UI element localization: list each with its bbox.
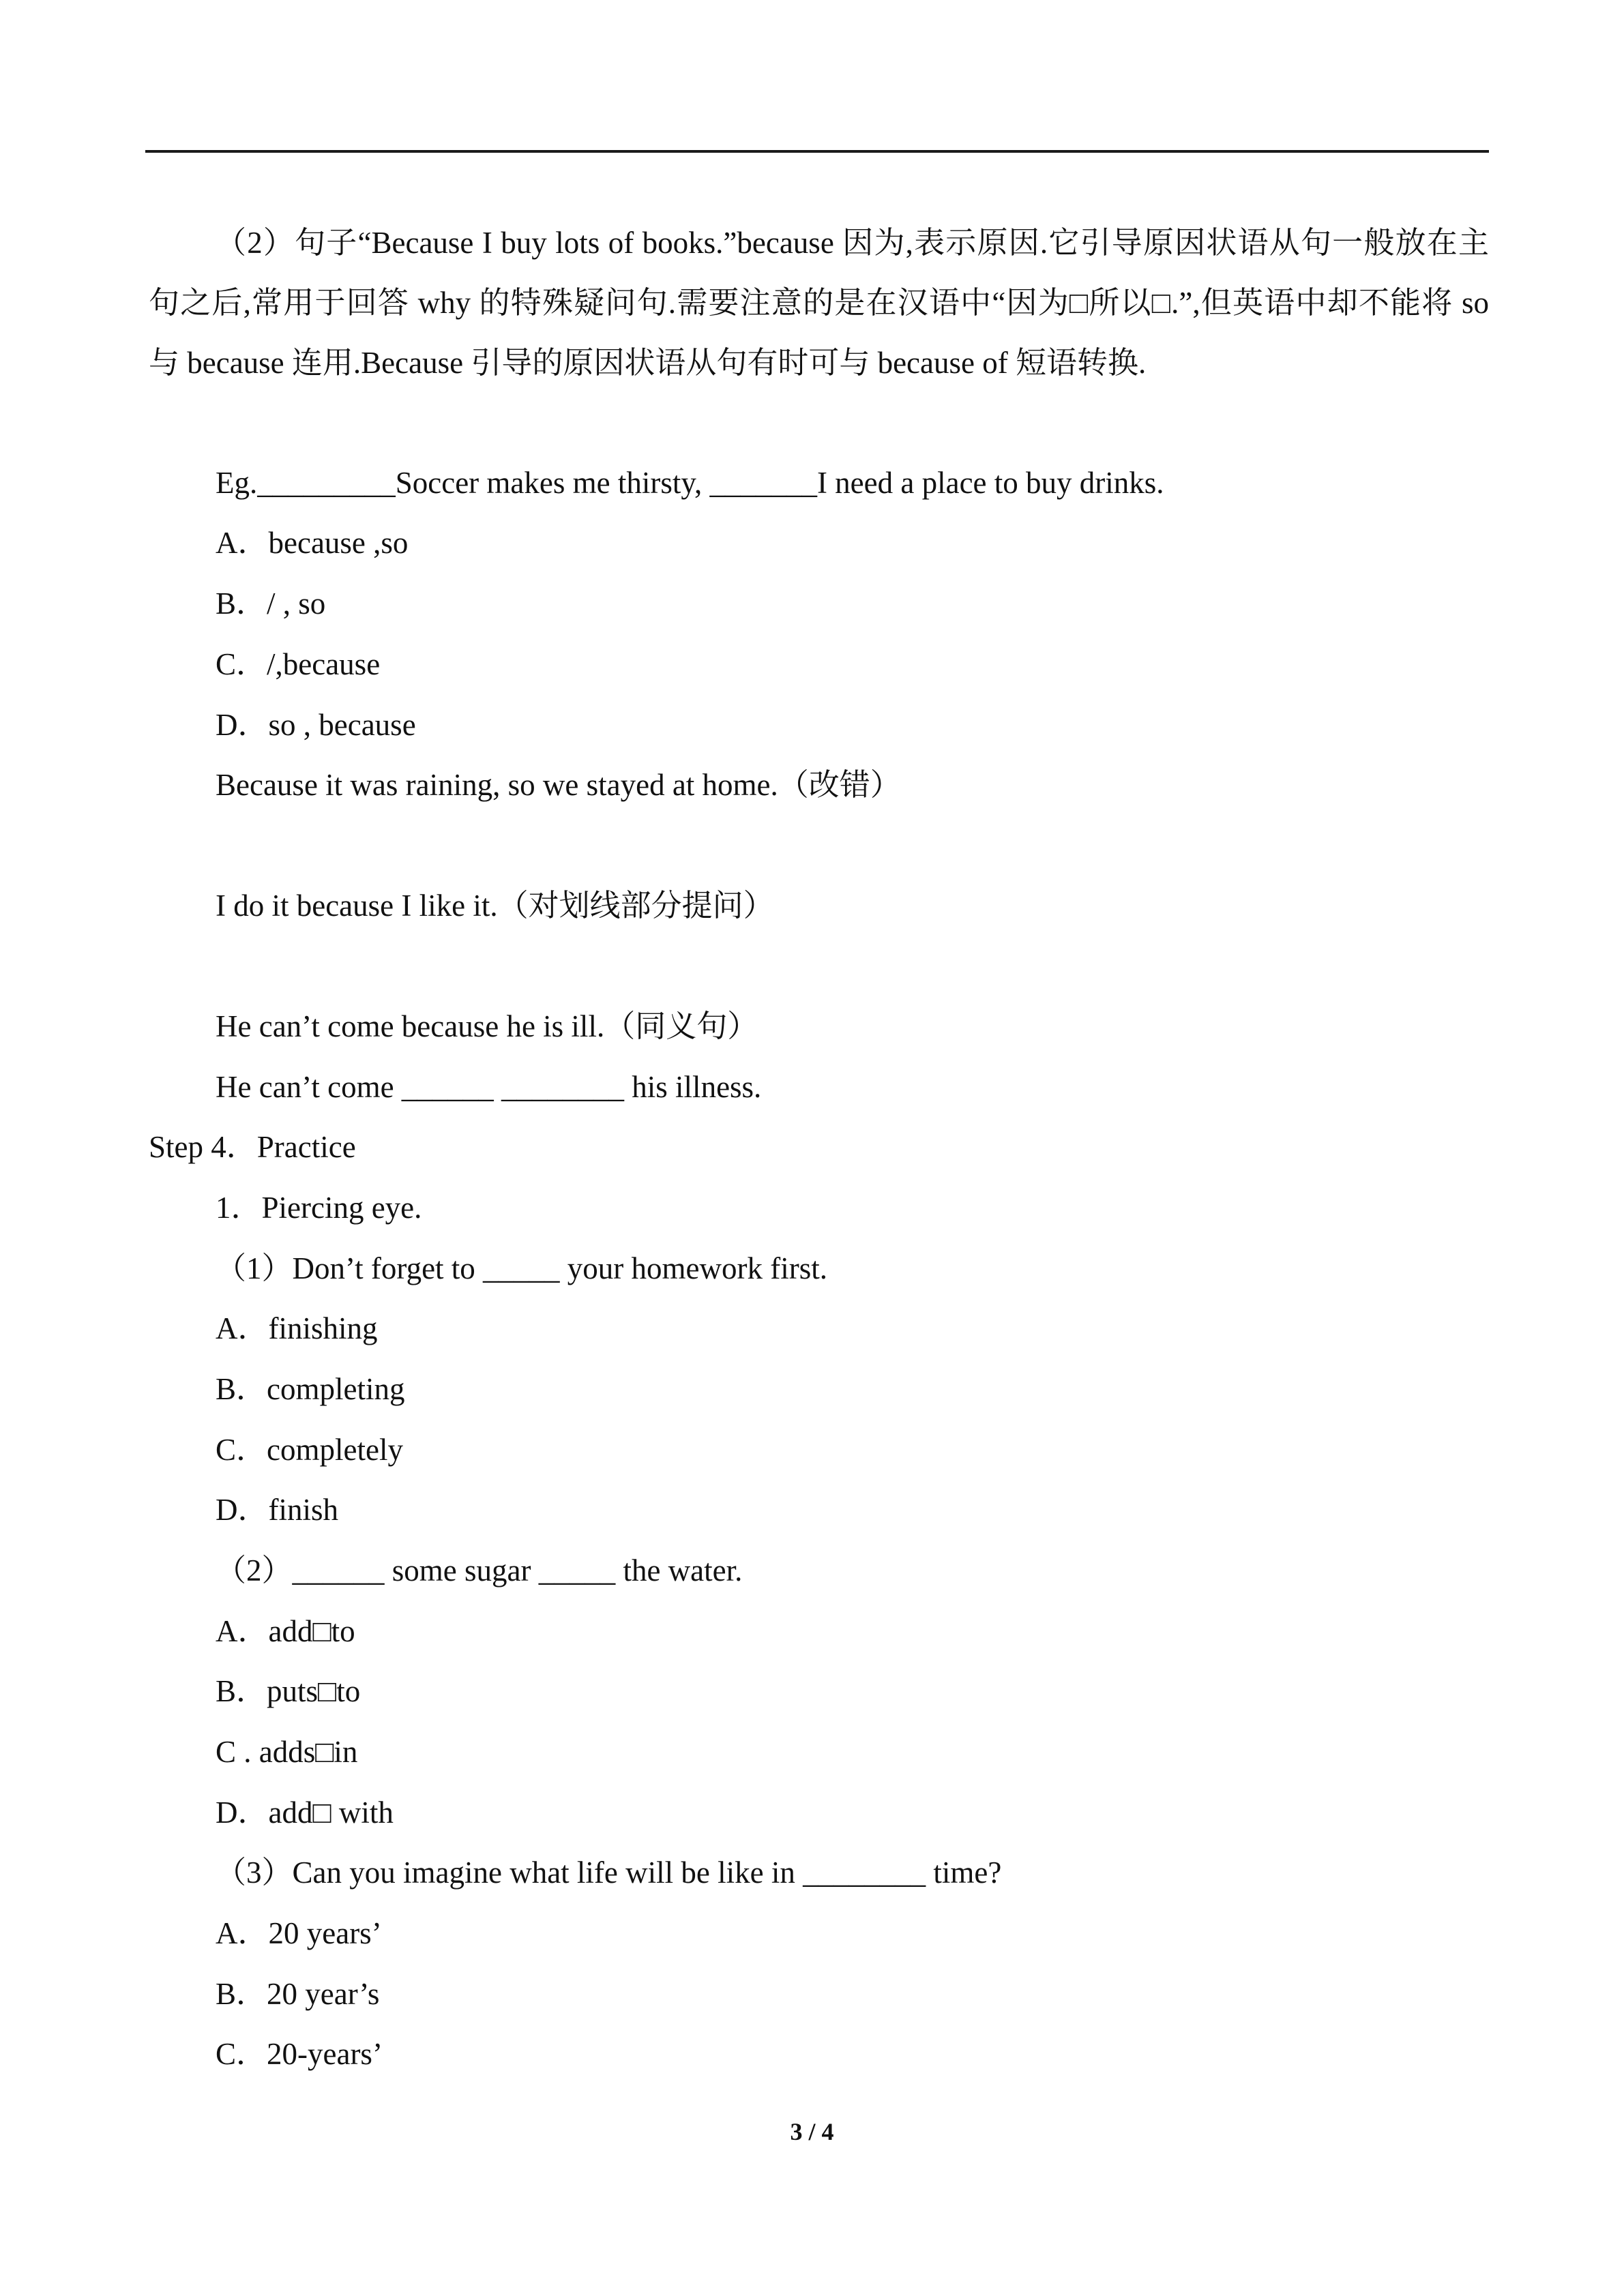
question-1: （1）Don’t forget to _____ your homework first. (216, 1251, 827, 1285)
practice-section-title: 1．Piercing eye. (216, 1191, 422, 1225)
question-3-option-c: C．20-years’ (216, 2037, 383, 2071)
question-3-option-b: B．20 year’s (216, 1977, 380, 2011)
example-option-c: C．/,because (216, 647, 381, 681)
question-2: （2）______ some sugar _____ the water. (216, 1553, 743, 1587)
correct-error-exercise: Because it was raining, so we stayed at home.（改错） (216, 768, 901, 802)
header-rule (145, 150, 1489, 153)
because-explanation-paragraph: （2）句子“Because I buy lots of books.”because 因为,表示原因.它引导原因状语从句一般放在主句之后,常用于回答 why 的特殊疑问句.需要注意的是在汉语中“因为□所以□.”,但英语中却不能将 so 与 because 连用.Because 引导的原因状语从句有时可与 because of 短语转换. (149, 226, 1489, 380)
question-2-option-a: A．add□to (216, 1614, 355, 1648)
synonym-exercise: He can’t come because he is ill.（同义句） (216, 1009, 758, 1043)
question-1-option-a: A．finishing (216, 1311, 378, 1345)
synonym-fill-blank: He can’t come ______ ________ his illness. (216, 1070, 762, 1104)
example-option-d: D．so , because (216, 708, 416, 742)
question-3: （3）Can you imagine what life will be like in ________ time? (216, 1855, 1002, 1890)
question-3-option-a: A．20 years’ (216, 1916, 382, 1950)
example-option-b: B．/ , so (216, 586, 326, 621)
step4-heading: Step 4．Practice (149, 1130, 356, 1164)
example-option-a: A．because ,so (216, 526, 409, 560)
question-2-option-d: D．add□ with (216, 1795, 394, 1830)
question-1-option-c: C．completely (216, 1433, 403, 1467)
question-1-option-b: B．completing (216, 1372, 405, 1406)
question-exercise: I do it because I like it.（对划线部分提问） (216, 889, 774, 923)
question-2-option-c: C . adds□in (216, 1735, 358, 1769)
question-1-option-d: D．finish (216, 1493, 339, 1527)
example-sentence: Eg._________Soccer makes me thirsty, _______I need a place to buy drinks. (216, 466, 1164, 500)
question-2-option-b: B．puts□to (216, 1674, 361, 1708)
page-number: 3 / 4 (790, 2118, 834, 2145)
